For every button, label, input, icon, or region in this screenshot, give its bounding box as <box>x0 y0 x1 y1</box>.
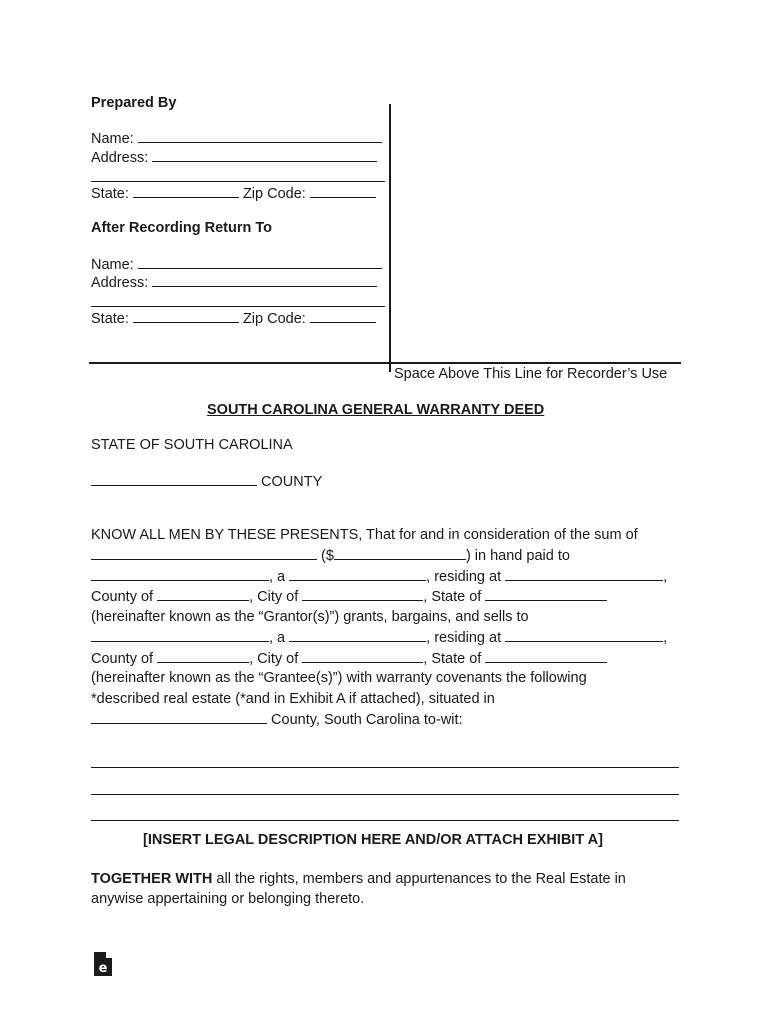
grantor-state-label: , State of <box>423 589 482 605</box>
legal-description-placeholder: [INSERT LEGAL DESCRIPTION HERE AND/OR ATTACH EXHIBIT A] <box>143 832 603 848</box>
grantee-status-field[interactable] <box>289 628 426 642</box>
grantee-line: (hereinafter known as the “Grantee(s)”) with warranty covenants the following <box>91 670 587 686</box>
body-line-4 <box>91 587 607 606</box>
return-to-address-row <box>91 273 377 292</box>
prepared-by-state-field[interactable] <box>133 184 239 198</box>
paid-to-label: ) in hand paid to <box>465 548 570 564</box>
grantor-city-field[interactable] <box>302 587 423 601</box>
grantor-state-field[interactable] <box>485 587 607 601</box>
recorder-divider-horizontal <box>89 362 681 364</box>
prepared-by-name-row <box>91 129 382 148</box>
consideration-words-field[interactable] <box>91 546 317 560</box>
prepared-by-name-label: Name: <box>91 131 134 147</box>
grantor-residing-label: , residing at <box>426 569 502 585</box>
body-line-1: KNOW ALL MEN BY THESE PRESENTS, That for and in consideration of the sum of <box>91 527 638 543</box>
property-county-field[interactable] <box>91 710 267 724</box>
body-line-7 <box>91 649 607 668</box>
grantee-county-field[interactable] <box>157 649 249 663</box>
return-to-name-row <box>91 255 382 274</box>
return-to-state-zip-row <box>91 309 376 328</box>
prepared-by-zip-label: Zip Code: <box>242 186 306 202</box>
return-to-zip-label: Zip Code: <box>242 311 306 327</box>
together-with-line-2: anywise appertaining or belonging thereto. <box>91 891 365 907</box>
svg-text:e: e <box>98 961 108 976</box>
state-line: STATE OF SOUTH CAROLINA <box>91 437 293 453</box>
grantee-county-label: County of <box>91 651 154 667</box>
prepared-by-address-label: Address: <box>91 150 149 166</box>
body-line-6 <box>91 628 667 647</box>
county-sc-label: County, South Carolina to-wit: <box>271 712 463 728</box>
body-line-10 <box>91 710 463 729</box>
grantor-county-field[interactable] <box>157 587 249 601</box>
grantor-county-label: County of <box>91 589 154 605</box>
grantee-state-label: , State of <box>423 651 482 667</box>
grantor-city-label: , City of <box>249 589 299 605</box>
return-to-name-label: Name: <box>91 257 134 273</box>
prepared-by-zip-field[interactable] <box>310 184 376 198</box>
prepared-by-address-line2[interactable] <box>91 181 385 182</box>
grantee-city-label: , City of <box>249 651 299 667</box>
county-field[interactable] <box>91 472 257 486</box>
return-to-address-line2[interactable] <box>91 306 385 307</box>
prepared-by-address-row <box>91 148 377 167</box>
grantee-state-field[interactable] <box>485 649 607 663</box>
dollar-label: ($ <box>321 548 334 564</box>
prepared-by-heading: Prepared By <box>91 95 177 111</box>
together-with-bold: TOGETHER WITH <box>91 871 213 887</box>
return-to-name-field[interactable] <box>138 255 382 269</box>
legal-description-line-1[interactable] <box>91 767 679 768</box>
grantor-status-field[interactable] <box>289 567 426 581</box>
prepared-by-address-field[interactable] <box>152 148 377 162</box>
body-line-3 <box>91 567 667 586</box>
eforms-logo-icon <box>93 952 112 976</box>
grantee-a-label: , a <box>269 630 286 646</box>
return-to-state-field[interactable] <box>133 309 239 323</box>
body-line-2 <box>91 546 570 565</box>
return-to-state-label: State: <box>91 311 129 327</box>
described-line: *described real estate (*and in Exhibit A if attached), situated in <box>91 691 495 707</box>
return-to-heading: After Recording Return To <box>91 220 272 236</box>
grantee-residing-label: , residing at <box>426 630 502 646</box>
together-with-line-1 <box>91 870 626 888</box>
return-to-zip-field[interactable] <box>310 309 376 323</box>
prepared-by-name-field[interactable] <box>138 129 382 143</box>
legal-description-line-3[interactable] <box>91 820 679 821</box>
grantee-address-field[interactable] <box>505 628 663 642</box>
grantor-name-field[interactable] <box>91 567 269 581</box>
grantee-end-comma: , <box>663 630 668 646</box>
county-row <box>91 472 322 491</box>
grantor-a-label: , a <box>269 569 286 585</box>
grantor-line: (hereinafter known as the “Grantor(s)”) grants, bargains, and sells to <box>91 609 529 625</box>
together-with-text: all the rights, members and appurtenances to the Real Estate in <box>212 871 626 887</box>
grantee-name-field[interactable] <box>91 628 269 642</box>
recorder-divider-vertical <box>389 104 391 372</box>
legal-description-line-2[interactable] <box>91 794 679 795</box>
county-label: COUNTY <box>261 474 323 490</box>
grantor-end-comma: , <box>663 569 668 585</box>
page-title: SOUTH CAROLINA GENERAL WARRANTY DEED <box>207 402 545 418</box>
grantee-city-field[interactable] <box>302 649 423 663</box>
prepared-by-state-zip-row <box>91 184 376 203</box>
grantor-address-field[interactable] <box>505 567 663 581</box>
prepared-by-state-label: State: <box>91 186 129 202</box>
consideration-amount-field[interactable] <box>334 546 466 560</box>
return-to-address-field[interactable] <box>152 273 377 287</box>
return-to-address-label: Address: <box>91 275 149 291</box>
recorder-note: Space Above This Line for Recorder’s Use <box>394 366 668 382</box>
